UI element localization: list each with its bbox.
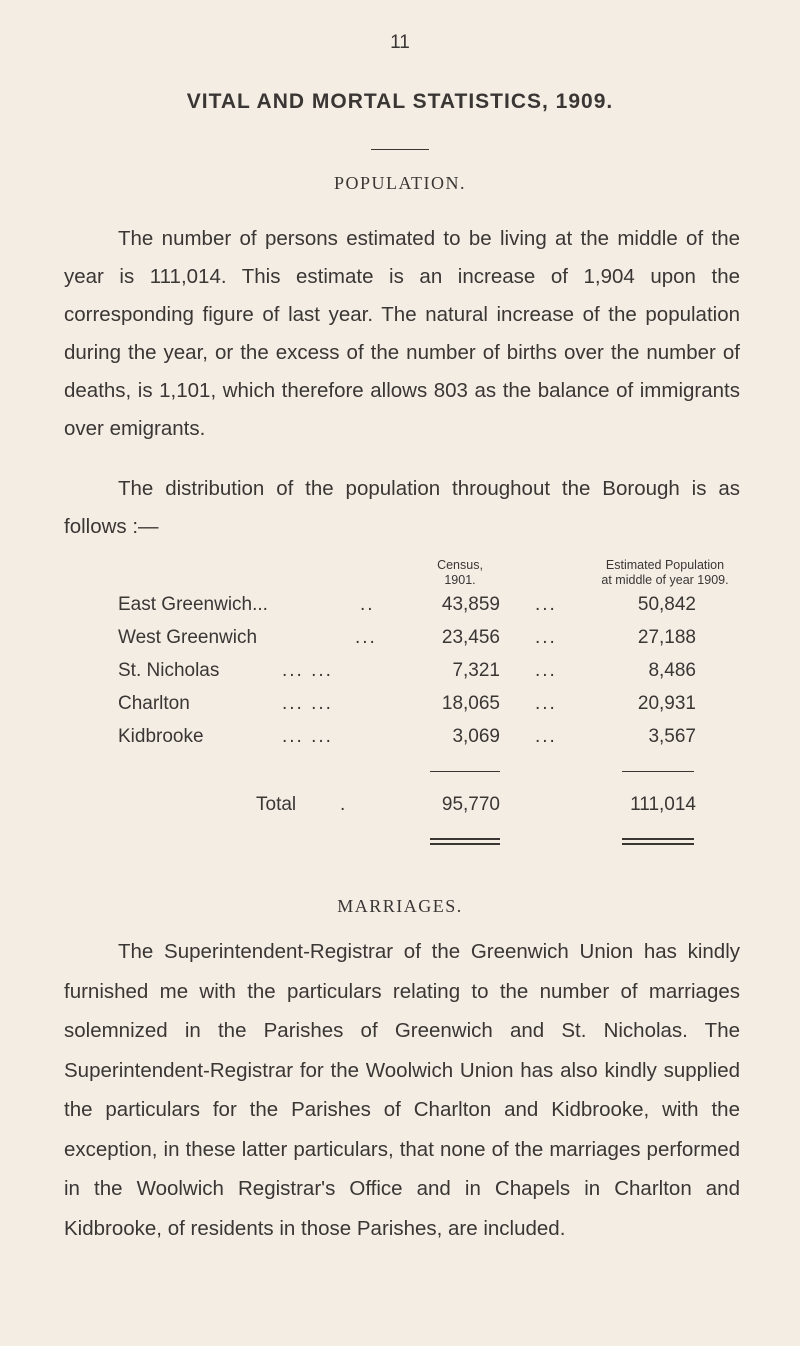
census-header-line1: Census,: [437, 558, 483, 572]
population-paragraph-1: The number of persons estimated to be living at the middle of the year is 111,014. This estimate is an increase of 1,904 upon the corresponding figure of last year. The natural increase of the population during the year, or the excess of the number of births over the number of deaths, is 1,101, which therefore allows 803 as the balance of immigrants over emigrants.: [64, 227, 740, 440]
marriages-heading: MARRIAGES.: [337, 896, 463, 916]
row-leader: ...: [535, 660, 557, 681]
title-divider: [371, 149, 429, 150]
table-row: [0, 693, 800, 725]
row-estimate: 20,931: [637, 693, 696, 714]
total-double-rule-census: [430, 838, 500, 845]
row-leader: ... ...: [282, 693, 333, 714]
subtotal-rule-census: [430, 771, 500, 772]
row-district: St. Nicholas: [118, 660, 220, 681]
population-heading: POPULATION.: [333, 173, 466, 193]
row-district: East Greenwich...: [118, 594, 268, 615]
marriages-paragraph: The Superintendent-Registrar of the Greenwich Union has kindly furnished me with the particulars relating to the number of marriages solemnized in the Parishes of Greenwich and St. Nicholas. The Superintendent-Registrar for the Woolwich Union has also kindly supplied the particulars for the Parishes of Charlton and Kidbrooke, with the exception, in these latter particulars, that none of the marriages performed in the Woolwich Registrar's Office and in Chapels in Charlton and Kidbrooke, of residents in those Parishes, are included.: [64, 940, 740, 1240]
row-census: 18,065: [441, 693, 500, 714]
row-leader: ...: [535, 693, 557, 714]
table-row: [0, 594, 800, 626]
table-total-row: [0, 794, 800, 826]
row-estimate: 8,486: [648, 660, 696, 681]
row-estimate: 50,842: [637, 594, 696, 615]
total-leader: .: [340, 794, 348, 815]
census-column-header: [410, 558, 510, 588]
row-census: 43,859: [441, 594, 500, 615]
page-number: 11: [390, 32, 410, 53]
row-district: Kidbrooke: [118, 726, 204, 747]
table-row: [0, 726, 800, 758]
subtotal-rule-estimate: [622, 771, 694, 772]
row-leader: ...: [355, 627, 377, 648]
row-district: Charlton: [118, 693, 190, 714]
page-title: VITAL AND MORTAL STATISTICS, 1909.: [186, 90, 614, 113]
row-census: 7,321: [452, 660, 500, 681]
total-estimate: 111,014: [630, 794, 696, 815]
total-census: 95,770: [441, 794, 500, 815]
row-estimate: 3,567: [648, 726, 696, 747]
row-census: 23,456: [441, 627, 500, 648]
table-row: [0, 627, 800, 659]
estimate-column-header: [570, 558, 760, 588]
population-paragraph-2: The distribution of the population throughout the Borough is as follows :—: [64, 477, 740, 538]
row-leader: ... ...: [282, 660, 333, 681]
row-leader: ...: [535, 726, 557, 747]
row-census: 3,069: [452, 726, 500, 747]
census-header-line2: 1901.: [444, 573, 476, 587]
total-double-rule-estimate: [622, 838, 694, 845]
row-leader: ..: [360, 594, 375, 615]
row-district: West Greenwich: [118, 627, 258, 648]
total-label: Total: [256, 794, 297, 815]
estimate-header-line2: at middle of year 1909.: [601, 573, 729, 587]
estimate-header-line1: Estimated Population: [605, 558, 725, 572]
row-estimate: 27,188: [637, 627, 696, 648]
row-leader: ...: [535, 594, 557, 615]
table-row: [0, 660, 800, 692]
row-leader: ... ...: [282, 726, 333, 747]
row-leader: ...: [535, 627, 557, 648]
